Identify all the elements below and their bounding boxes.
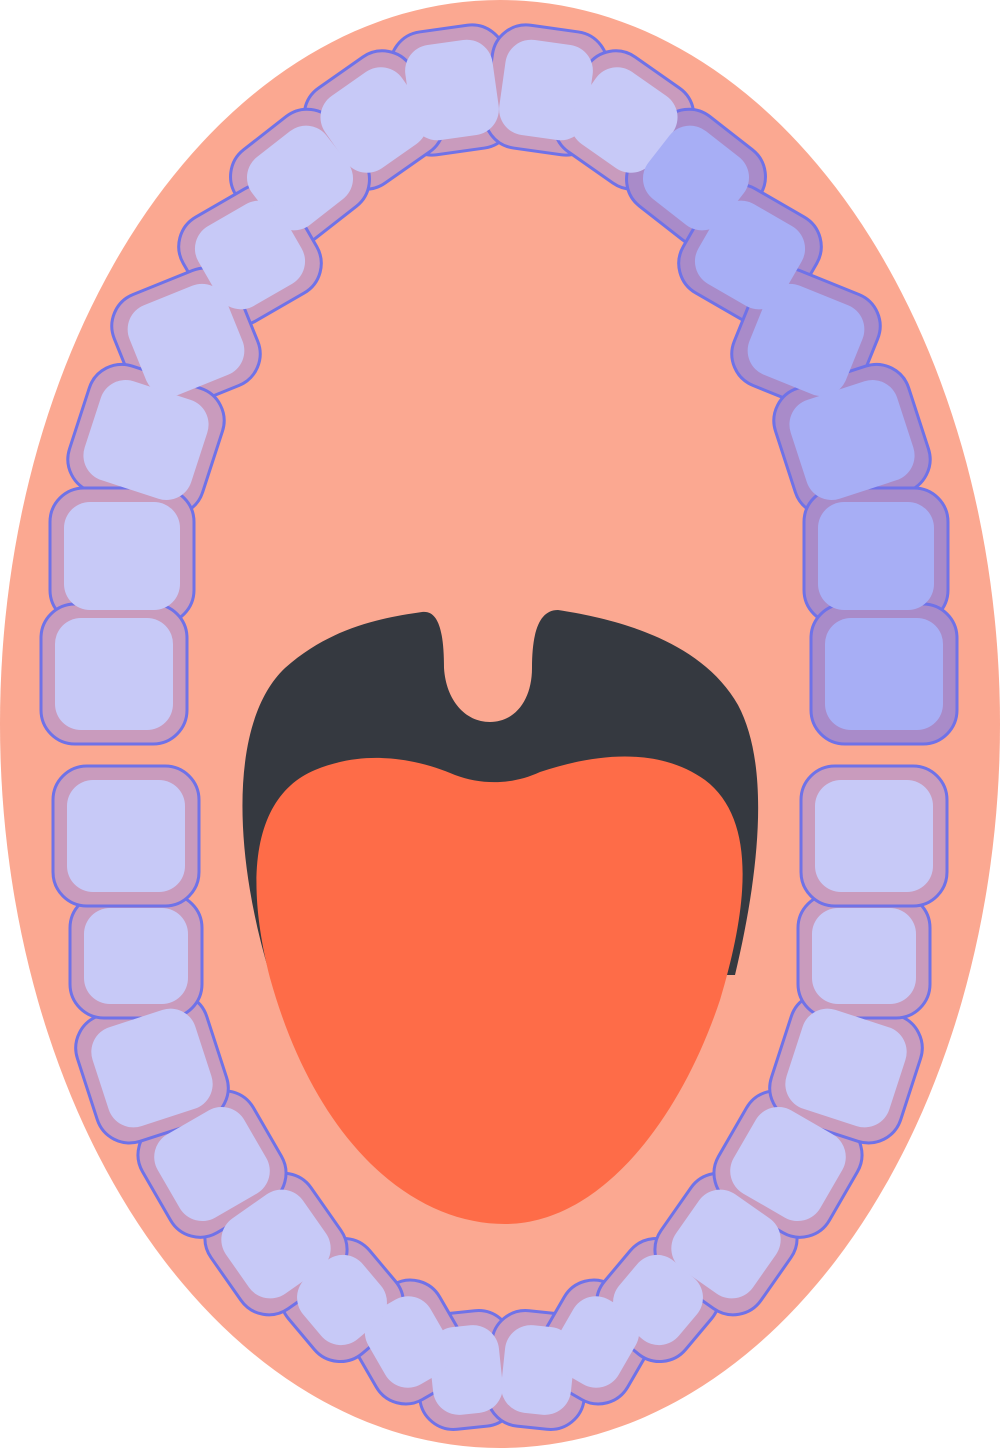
upper-left-second-molar[interactable]	[818, 502, 934, 610]
upper-right-second-molar[interactable]	[64, 502, 180, 610]
lower-right-third-molar[interactable]	[67, 780, 185, 892]
molar-tooth-icon[interactable]	[812, 908, 916, 1004]
molar-tooth-icon[interactable]	[818, 502, 934, 610]
molar-tooth-icon[interactable]	[64, 502, 180, 610]
molar-tooth-icon[interactable]	[825, 618, 943, 730]
lower-right-second-molar[interactable]	[84, 908, 188, 1004]
upper-left-third-molar[interactable]	[825, 618, 943, 730]
molar-tooth-icon[interactable]	[67, 780, 185, 892]
molar-tooth-icon[interactable]	[815, 780, 933, 892]
lower-left-third-molar[interactable]	[815, 780, 933, 892]
molar-tooth-icon[interactable]	[55, 618, 173, 730]
lower-left-second-molar[interactable]	[812, 908, 916, 1004]
upper-right-third-molar[interactable]	[55, 618, 173, 730]
molar-tooth-icon[interactable]	[84, 908, 188, 1004]
